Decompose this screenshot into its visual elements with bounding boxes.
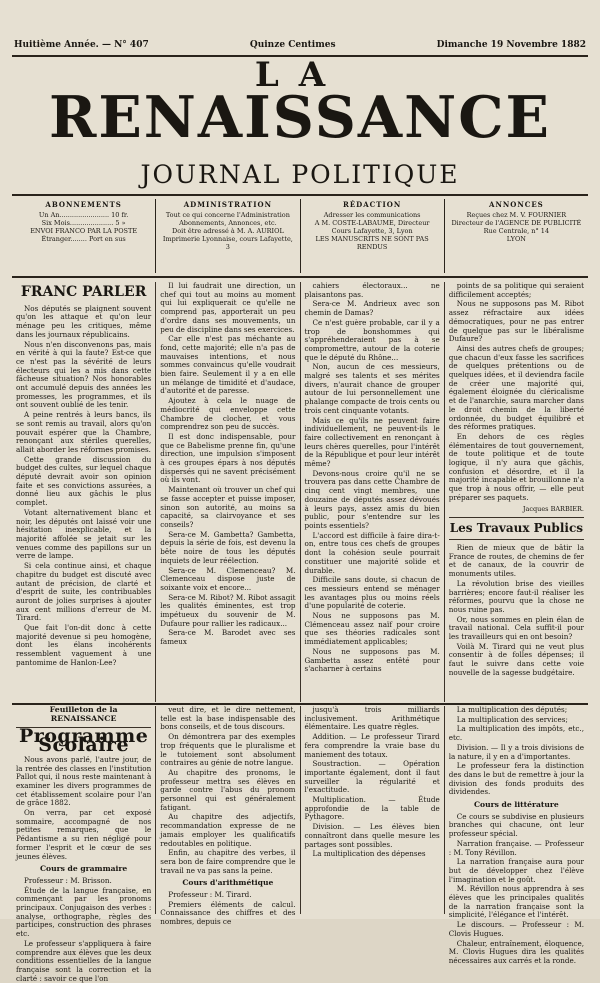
column-3 <box>301 282 445 702</box>
paragraph: Chaleur, entraînement, éloquence, M. Clovis Hugues dira les qualités nécessaires aux carrés et la ronde. <box>448 938 584 965</box>
paragraph: veut dire, et le dire nettement, telle est la base indispensable des bons conseils, et de tous discours. <box>160 705 296 732</box>
feuilleton-title: Programme Scolaire <box>18 725 149 757</box>
box-line: ENVOI FRANCO PAR LA POSTE <box>30 227 138 235</box>
paragraph: Cette grande discussion du budget des cultes, sur lequel chaque député devrait avoir son opinion faite et ses convictions assurées, a donné lieu aux gâchis le plus complet. <box>16 454 152 508</box>
paragraph: Ce n'est guère probable, car il y a trop de bonshommes qui s'appréhenderaient pas à se compromettre, autour de la coterie que le député du Rhône... <box>304 317 440 362</box>
paragraph: Nous ne supposons pas M. Ribot assez réfractaire aux idées démocratiques, pour ne pas entrer de quelque pas sur le libéralisme Dufaure? <box>448 299 584 344</box>
boxes-rule <box>12 276 588 278</box>
feuilleton-column-3 <box>301 706 445 914</box>
column-1 <box>12 282 156 702</box>
paragraph: Car elle n'est pas méchante au fond, cette majorité; elle n'a pas de mauvaises intentions, et nous sommes convaincus qu'elle voudrait bien faire. Seulement il y a en elle un mélange de timidité et d'audace, d'autorité et de paresse. <box>160 334 296 396</box>
box-line: Un An........................ 10 fr. <box>38 211 129 219</box>
paragraph: Nous ne supposons pas M. Clémenceau assez naïf pour croire que ses théories radicales sont immédiatement applicables; <box>304 611 440 647</box>
paragraph: On verra, par cet exposé sommaire, accompagné de nos petites remarques, que le Pédantisme a su rien négligé pour former l'esprit et le cœur de ses jeunes élèves. <box>16 808 152 861</box>
paragraph: Mais ce qu'ils ne peuvent faire individuellement, ne peuvent-ils le faire collectivement en renonçant à leurs chères querelles, pour l'intérêt de la République et pour leur intérêt même? <box>304 415 440 469</box>
dateline <box>14 40 586 54</box>
box-line: Doit être adressé à M. A. AURIOL <box>171 227 284 235</box>
paragraph: Étude de la langue française, en commençant par les pronoms principaux. Conjugaison des verbes : analyse, orthographe, règles des participes, construction des phrases etc. <box>16 885 152 939</box>
paragraph: Professeur : M. Tirard. <box>168 890 252 900</box>
paragraph: Ainsi des autres chefs de groupes; que chacun d'eux fasse les sacrifices de quelques prétentions ou de quelques idées, et il deviendra facile de créer une majorité qui, également éloignée du cléricalisme et de l'anarchie, saura marcher dans le droit chemin de la liberté ordonnée, du budget équilibré et des réformes pratiques. <box>448 343 584 432</box>
box-title: ANNONCES <box>489 200 544 209</box>
box-line: Six Mois..................... 5 » <box>41 219 126 227</box>
advertising-box <box>445 199 588 273</box>
newspaper-title: RENAISSANCE <box>48 84 552 151</box>
paragraph: Que fait l'on-dit donc à cette majorité devenue si peu homogène, dont les élans incohérents ressemblent vaguement à une pantomime de Hanlon-Lee? <box>16 623 152 667</box>
box-line: Imprimerie Lyonnaise, cours Lafayette, 3 <box>162 235 293 251</box>
paragraph: Division. — Les élèves bien connaîtront dans quelle mesure les partages sont possibles. <box>304 822 440 849</box>
box-title: RÉDACTION <box>343 200 402 209</box>
feuilleton-column-1 <box>12 705 156 983</box>
info-boxes <box>12 199 588 273</box>
paragraph: La multiplication des dépenses <box>312 849 426 859</box>
editorial-box <box>301 199 445 273</box>
box-line: Étranger........ Port en sus <box>41 235 126 243</box>
paragraph: Multiplication. — Étude approfondie de la table de Pythagore. <box>304 795 440 822</box>
paragraph: points de sa politique qui seraient difficilement acceptés; <box>448 281 584 299</box>
paragraph: Nous avons parlé, l'autre jour, de la rentrée des classes en l'institution Pallot qui, il nous reste maintenant à examiner les divers programmes de cet établissement scolaire pour l'an de grâce 1882. <box>16 754 152 808</box>
paragraph: Rien de mieux que de bâtir la France de routes, de chemins de fer et de canaux, de la couvrir de monuments utiles. <box>448 542 584 579</box>
paragraph: Narration française. — Professeur : M. Tony Révillon. <box>448 838 584 857</box>
box-line: LES MANUSCRITS NE SONT PAS RENDUS <box>315 235 429 251</box>
box-line: LYON <box>506 235 526 243</box>
divider <box>449 539 584 540</box>
paragraph: jusqu'à trois milliards inclusivement. Arithmétique élémentaire. Les quatre règles. <box>304 705 440 732</box>
newspaper-subtitle: JOURNAL POLITIQUE <box>140 160 460 189</box>
issue-date: Dimanche 19 Novembre 1882 <box>436 40 586 50</box>
paragraph: Le professeur s'appliquera à faire comprendre aux élèves que les deux conditions essentielles de la langue française sont la correction et la clarté : savoir ce que l'on <box>16 938 152 983</box>
box-title: ABONNEMENTS <box>45 200 122 209</box>
paragraph: Nous n'en disconvenons pas, mais en vérité à qui la faute? Est-ce que ce n'est pas la sévérité de leurs électeurs qui les a mis dans cette fâcheuse situation? Nos honorables ont accumulé depuis des années les promesses, les programmes, et ils ont souvent oublié de les tenir. <box>16 339 152 410</box>
paragraph: Ce cours se subdivise en plusieurs branches qui chacune, ont leur professeur spécial. <box>448 811 584 839</box>
box-line: Abonnements, Annonces, etc. <box>179 219 277 227</box>
title-article: LA <box>254 55 346 95</box>
paragraph: Le professeur fera la distinction des dans le but de remettre à jour la division des fonds produits des dividendes. <box>448 761 584 797</box>
paragraph: En dehors de ces règles élémentaires de tout gouvernement, de toute politique et de toute logique, il n'y aura que gâchis, confusion et désordre, et il la majorité incapable et brouillonne n'a que trop à nous offrir, — elle peut préparer ses paquets. <box>448 431 584 502</box>
section-heading: Cours de littérature <box>474 800 559 810</box>
box-line: Adresser les communications <box>323 211 421 219</box>
feuilleton-label: Feuilleton de la RENAISSANCE <box>49 705 118 723</box>
feuilleton-columns <box>12 705 588 983</box>
box-line: Reçues chez M. V. FOURNIER <box>466 211 567 219</box>
paragraph: Nos députés se plaignent souvent qu'on les attaque et qu'on leur ménage peu les critiques, même dans les journaux républicains. <box>16 303 152 339</box>
administration-box <box>156 199 300 273</box>
paragraph: Sera-ce M. Ribot? M. Ribot assagit les qualités éminentes, est trop impétueux du souvenir de M. Dufaure pour rallier les radicaux... <box>160 592 296 628</box>
masthead-rule-bottom <box>12 194 588 196</box>
paragraph: cahiers électoraux... ne plaisantons pas. <box>304 281 440 299</box>
paragraph: Sera-ce M. Andrieux avec son chemin de Damas? <box>304 299 440 318</box>
paragraph: Nous ne supposons pas M. Gambetta assez entêté pour s'acharner à certains <box>304 646 440 674</box>
paragraph: Sera-ce M. Clemenceau? M. Clemenceau dispose juste de soixante voix et encore... <box>160 565 296 592</box>
section-heading: Cours d'arithmétique <box>182 878 274 888</box>
feuilleton-column-4 <box>445 705 588 965</box>
paragraph: Non, aucun de ces messieurs, malgré ses talents et ses mérites divers, n'aurait chance de grouper autour de lui personnellement une phalange compacte de trois cents ou trois cent cinquante votants. <box>304 362 440 415</box>
top-columns <box>12 282 588 702</box>
column-4 <box>445 282 588 702</box>
paragraph: M. Révillon nous apprendra à ses élèves que les principales qualités de la narration française sont la simplicité, l'élégance et l'intérêt. <box>448 884 584 920</box>
paragraph: On démontrera par des exemples trop fréquents que le pluralisme et le tutoiement sont absolument contraires au génie de notre langue. <box>160 732 296 768</box>
paragraph: Il lui faudrait une direction, un chef qui tout au moins au moment qui lui expliquerait ce qu'elle ne comprend pas, apporterait un peu d'ordre dans ses mouvements, un peu de discipline dans ses exercices. <box>160 281 296 334</box>
paragraph: Votant alternativement blanc et noir, les députés ont laissé voir une hésitation inexplicable, et la majorité affolée se jetait sur les venues comme des papillons sur un verre de lampe. <box>16 507 152 561</box>
paragraph: Le discours. — Professeur : M. Clovis Hugues. <box>448 920 584 938</box>
paragraph: Il est donc indispensable, pour que ce Babelisme prenne fin, qu'une direction, une impulsion s'imposent à ces groupes épars à nos députés dispersés qui ne savent précisément où ils vont. <box>160 431 296 485</box>
paragraph: Premiers éléments de calcul. Connaissance des chiffres et des nombres, depuis ce <box>160 899 296 927</box>
paragraph: L'accord est difficile à faire dira-t-on, entre tous ces chefs de groupes dont la cohésion seule pourrait constituer une majorité solide et durable. <box>304 530 440 575</box>
section-heading: Cours de grammaire <box>39 864 128 874</box>
article-title: FRANC PARLER <box>20 284 147 300</box>
paragraph: Au chapitre des adjectifs, recommandation expresse de ne jamais employer les qualificatifs redoutables en politique. <box>160 812 296 848</box>
paragraph: Addition. — Le professeur Tirard fera comprendre la vraie base du maniement des totaux. <box>304 732 440 759</box>
paragraph: Maintenant où trouver un chef qui se fasse accepter et puisse imposer, sinon son autorité, au moins sa capacité, sa clairvoyance et ses conseils? <box>160 485 296 529</box>
article-title: Les Travaux Publics <box>449 521 584 536</box>
paragraph: La révolution brise des vieilles barrières; encore faut-il réaliser les réformes, pourvu que la chose ne nous ruine pas. <box>448 578 584 614</box>
paragraph: Difficile sans doute, si chacun de ces messieurs entend se ménager les avantages plus ou moins réels d'une popularité de coterie. <box>304 575 440 611</box>
paragraph: Devons-nous croire qu'il ne se trouvera pas dans cette Chambre de cinq cent vingt membres, une douzaine de députés assez dévoués à leurs pays, assez amis du bien public, pour s'entendre sur les points essentiels? <box>304 468 440 530</box>
box-line: Cours Lafayette, 3, Lyon <box>331 227 413 235</box>
divider <box>449 517 584 518</box>
paragraph: La multiplication des services; <box>456 714 568 724</box>
paragraph: Voilà M. Tirard qui ne veut plus consentir à de folles dépenses; il faut le suivre dans cette voie nouvelle de la sagesse budgétaire. <box>448 641 584 677</box>
paragraph: Sera-ce M. Gambetta? Gambetta, depuis la série de fois, est devenu la bête noire de tous les députés inquiets de leur réélection. <box>160 529 296 565</box>
paragraph: Si cela continue ainsi, et chaque chapitre du budget est discuté avec autant de précision, de clarté et d'esprit de suite, les contribuables auront de jolies surprises à ajouter aux cent millions d'erreur de M. Tirard. <box>16 561 152 623</box>
edition-number: Huitième Année. — N° 407 <box>14 40 149 50</box>
paragraph: Enfin, au chapitre des verbes, il sera bon de faire comprendre que le travail ne va pas sans la peine. <box>160 848 296 875</box>
paragraph: La narration française aura pour but de développer chez l'élève l'imagination et le goût. <box>448 857 584 884</box>
box-line: A M. COSTE-LABAUME, Directeur <box>314 219 430 227</box>
article-signature: Jacques BARBIER. <box>522 504 584 513</box>
paragraph: Au chapitre des pronoms, le professeur mettra ses élèves en garde contre l'abus du pronom personnel qui est généralement fatigant. <box>160 767 296 812</box>
subscriptions-box <box>12 199 156 273</box>
paragraph: A peine rentrés à leurs bancs, ils se sont remis au travail, alors qu'on pouvait espérer que la Chambre, renonçant aux stériles querelles, allait aborder les réformes promises. <box>16 410 152 454</box>
paragraph: Ajoutez à cela le nuage de médiocrité qui enveloppe cette Chambre de clocher, et vous comprendrez son peu de succès. <box>160 396 296 432</box>
paragraph: Sera-ce M. Barodet avec ses fameux <box>160 628 296 647</box>
paragraph: La multiplication des députés; <box>456 705 568 714</box>
paragraph: Professeur : M. Brisson. <box>24 875 112 885</box>
paragraph: Or, nous sommes en plein élan de travail national. Cela suffit-il pour les travailleurs qui en ont besoin? <box>448 614 584 642</box>
paragraph: La multiplication des impôts, etc., etc. <box>448 724 584 743</box>
column-2 <box>156 282 300 702</box>
box-line: Tout ce qui concerne l'Administration <box>165 211 290 219</box>
price: Quinze Centimes <box>249 40 336 50</box>
box-title: ADMINISTRATION <box>183 200 273 209</box>
feuilleton-column-2 <box>156 705 300 927</box>
paragraph: Division. — Il y a trois divisions de la nature, il y en a d'importantes. <box>448 742 584 761</box>
box-line: Rue Centrale, n° 14 <box>483 227 550 235</box>
paragraph: Soustraction. — Opération importante également, dont il faut surveiller la régularité et l'exactitude. <box>304 759 440 795</box>
box-line: Directeur de l'AGENCE DE PUBLICITÉ <box>451 219 582 227</box>
